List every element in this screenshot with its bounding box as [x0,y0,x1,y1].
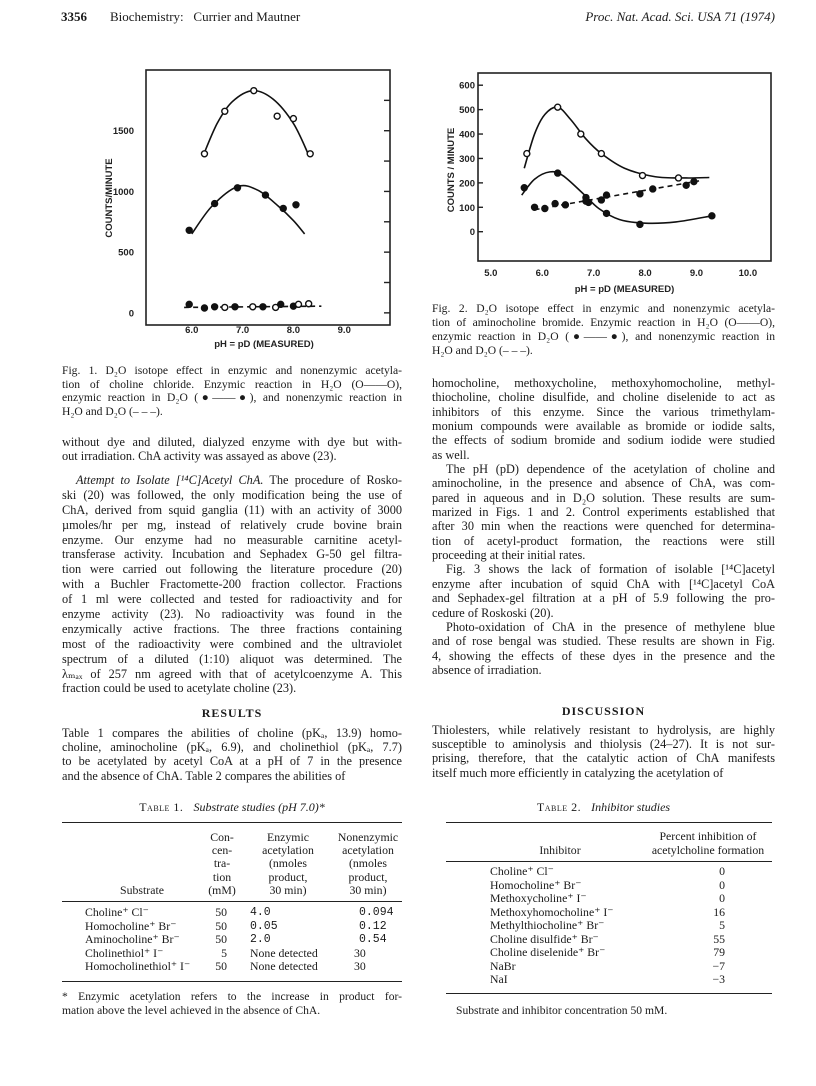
y-tick-label: 0 [128,308,134,320]
cell-substrate: Homocholinethiol⁺ I⁻ [85,959,191,974]
column-header-substrate: Substrate [120,883,164,897]
text-line: marized in Figs. 1 and 2. Control experiments established that [432,505,775,520]
text-line: λₘₐₓ of 257 nm agreed with that of acetylcoenzyme A. This [62,666,402,681]
text-line: spectrum of a diluted (1:10) aliquot was determined. The [62,651,402,666]
text-line: ChA, derived from squid ganglia (11) with an activity of 3000 [62,502,402,517]
text-line: Thiolesters, while relatively resistant to hydrolysis, are highly [432,723,775,737]
cell-concentration: 50 [215,959,227,974]
cell-nonenzymic-acetylation: 0.094 [359,906,394,919]
x-tick-label: 10.0 [738,268,758,279]
text-line: * Enzymic acetylation refers to the increase in product for- [62,990,402,1003]
text-line: and Sephadex-gel filtration at a pH of 5.9 following the pro- [432,591,775,606]
text-line: tion were carried out following the literature procedure (20) [62,562,402,577]
x-tick-label: 9.0 [689,268,704,279]
results-heading: RESULTS [201,706,263,720]
cell-nonenzymic-acetylation: 30 [354,959,366,974]
table-rule [446,861,772,862]
column-header-nonenzymic: acetylation [342,843,394,858]
column-header-percent-inhibition: Percent inhibition of [659,829,757,843]
filled-data-point [603,192,610,199]
text-line: 4, showing the effects of these dyes in the presence and the [432,648,775,663]
text-line: enzymic reaction in D₂O (●——●), and nonenzymic reaction in [62,391,402,405]
paragraph-photo-oxidation [432,620,775,677]
paragraph-discussion [432,723,775,780]
y-tick-label: 200 [459,178,475,190]
filled-data-point [554,170,561,177]
series-fit-curve-1 [524,107,709,178]
text-line: pared in aqueous and in D₂O solution. These results are sum- [432,490,775,505]
column-header-enzymic: (nmoles [268,856,307,871]
table-rule [62,981,402,982]
paragraph-inhibitors [432,376,775,462]
filled-data-point [691,178,698,185]
cell-nonenzymic-acetylation: 0.12 [359,919,387,933]
y-tick-label: 400 [459,129,475,141]
cell-enzymic-acetylation: 0.05 [250,919,278,933]
text-line: thiocholine, choline disulfide, and choline diselenide to act as [432,390,775,405]
table-2-caption [432,800,775,815]
text-line: enzyme after incubation of squid ChA with [¹⁴C]acetyl CoA [432,576,775,591]
cell-concentration: 50 [215,932,227,947]
cell-substrate: Cholinethiol⁺ I⁻ [85,945,164,960]
figure-1-caption [62,364,402,419]
x-tick-label: 6.0 [185,325,199,336]
text-line: tion of acetyl-product formation, the reactions were still [432,533,775,548]
table-rule [446,993,772,994]
paragraph-body [62,488,402,696]
text-line: after 30 min when the reactions were quenched for determina- [432,519,775,534]
text-line: enzymic reaction in D₂O (●——●), and nonenzymic reaction in [432,329,775,343]
table-1-title: Substrate studies (pH 7.0)* [193,800,325,814]
cell-substrate: Choline⁺ Cl⁻ [85,905,149,919]
series-fit-curve-2 [522,172,712,224]
text-line: as well. [432,447,470,462]
cell-inhibitor: Choline disulfide⁺ Br⁻ [490,931,599,946]
x-axis-label: pH = pD (MEASURED) [214,339,314,350]
column-header-enzymic: Enzymic [267,830,309,844]
y-tick-label: 100 [459,202,475,214]
filled-data-point [562,202,569,209]
text-line: H₂O and D₂O (– – –). [62,405,163,419]
paragraph-ph-dependence [432,462,775,562]
cell-inhibitor: Methylthiocholine⁺ Br⁻ [490,918,605,932]
open-data-point [555,104,561,110]
text-line: most of the radioactivity were combined and the ultraviolet [62,636,402,651]
cell-percent-inhibition: 0 [719,891,725,905]
cell-inhibitor: Methoxyhomocholine⁺ I⁻ [490,904,614,919]
cell-inhibitor: NaI [490,972,508,986]
plot-frame [478,73,771,261]
y-tick-label: 500 [118,247,134,259]
open-data-point [675,175,681,181]
cell-nonenzymic-acetylation: 30 [354,945,366,960]
footnote-lines [62,990,402,1017]
text-line: inhibitors of this enzyme. Since the various trimethylam- [432,404,775,419]
cell-percent-inhibition: −7 [712,958,725,973]
cell-percent-inhibition: 0 [719,877,725,892]
x-tick-label: 5.0 [484,268,498,279]
table-1-footnote [62,990,402,1017]
text-line: with a Buchler Fractomette-200 fraction collector. Fractions [62,577,402,592]
x-tick-label: 7.0 [587,268,601,279]
column-header-nonenzymic: product, [348,869,388,884]
text-line: the effects of sodium bromide and sodium iodide were studied [432,433,775,448]
table-2-label: Table 2. [536,800,582,814]
text-line: out irradiation. ChA activity was assayed as above (23). [62,449,337,464]
column-header-concentration: tion [212,869,232,884]
text-line: fraction could be used to acetylate choline (23). [62,681,297,696]
series-fit-curve-3 [535,180,702,209]
y-tick-label: 1000 [112,186,134,198]
cell-inhibitor: Choline⁺ Cl⁻ [490,864,554,878]
text-line: and the absence of ChA. Table 2 compares the abilities of [62,768,346,783]
paragraph-fig3 [432,562,775,619]
column-header-enzymic: product, [268,869,308,884]
text-line: H₂O and D₂O (– – –). [432,343,533,357]
text-line: absence of irradiation. [432,662,542,677]
page-number: 3356 [61,9,87,24]
table-1-caption [62,800,402,815]
column-header-concentration: cen- [211,843,233,858]
text-line: of 1 ml were collected and tested for radioactivity and for [62,592,402,607]
right-column-body [432,376,775,677]
text-line: choline, aminocholine (pKₐ, 6.9), and cholinethiol (pKₐ, 7.7) [62,740,402,755]
text-line [62,473,402,488]
text-line: Fig. 3 shows the lack of formation of isolable [¹⁴C]acetyl [446,562,775,577]
cell-inhibitor: Choline diselenide⁺ Br⁻ [490,945,606,959]
x-tick-label: 9.0 [337,325,351,336]
text-line: enzyme activity (23). No radioactivity was found in the [62,607,402,622]
cell-nonenzymic-acetylation: 0.54 [359,933,387,947]
y-axis-label: COUNTS/MINUTE [104,158,115,238]
open-data-point [639,173,645,179]
x-tick-label: 7.0 [235,325,250,336]
cell-concentration: 50 [215,905,227,919]
column-header-concentration: (mM) [208,882,236,897]
filled-data-point [583,198,590,205]
table-rule [62,901,402,902]
x-tick-label: 8.0 [638,268,652,279]
cell-percent-inhibition: 5 [719,918,725,932]
filled-data-point [637,191,644,198]
cell-inhibitor: Methoxycholine⁺ I⁻ [490,891,587,905]
paragraph-attempt-to-isolate [62,473,402,696]
text-line: cedure of Roskoski (20). [432,605,554,620]
filled-data-point [709,213,716,220]
text-line: ski (20) was followed, the only modification being the use of [62,487,402,502]
text-line: itself much more efficiently in catalyzing the acetylation of [432,765,724,780]
cell-enzymic-acetylation: None detected [250,945,318,960]
y-tick-label: 1500 [112,126,134,138]
cell-percent-inhibition: 79 [713,945,725,959]
cell-percent-inhibition: −3 [712,972,725,986]
text-line: aminocholine, in the presence and absence of ChA, was com- [432,476,775,491]
text-line: proceeding at their initial rates. [432,548,586,563]
figure-2-caption [432,302,775,358]
y-tick-label: 300 [459,153,475,165]
column-header-enzymic: acetylation [262,843,314,858]
section-run-in-heading: Attempt to Isolate [¹⁴C]Acetyl ChA. [76,473,264,487]
cell-concentration: 50 [215,918,227,933]
x-tick-label: 8.0 [286,325,301,336]
text-line: susceptible to aminolysis and thiolysis (24–27). It is not sur- [432,737,775,752]
cell-percent-inhibition: 16 [713,904,725,919]
filled-data-point [637,221,644,228]
table-2-title: Inhibitor studies [591,800,671,814]
cell-inhibitor: Homocholine⁺ Br⁻ [490,877,582,892]
open-data-point [578,131,584,137]
y-tick-label: 500 [459,105,475,117]
open-data-point [598,151,604,157]
table-1-label: Table 1. [139,800,184,814]
text-line: homocholine, methoxycholine, methoxyhomocholine, methyl- [432,376,775,390]
cell-inhibitor: NaBr [490,958,516,973]
filled-data-point [531,204,538,211]
text-line: Photo-oxidation of ChA in the presence of methylene blue [446,619,775,634]
text-line: Table 1 compares the abilities of choline (pKₐ, 13.9) homo- [62,726,402,740]
column-header-enzymic: 30 min) [269,882,307,897]
table-2-note: Substrate and inhibitor concentration 50 mM. [456,1004,668,1017]
text-line: enzymically active fractions. The three fractions containing [62,621,402,636]
x-axis-label: pH = pD (MEASURED) [574,284,675,295]
cell-enzymic-acetylation: 4.0 [250,906,271,919]
text-line: Fig. 1. D₂O isotope effect in enzymic and nonenzymic acetyla- [62,364,402,377]
filled-data-point [598,197,605,204]
text-line: transferase activity. Incubation and Sephadex G-50 gel filtra- [62,547,402,562]
filled-data-point [542,205,549,212]
table-rule [446,822,772,823]
filled-data-point [649,186,656,193]
filled-data-point [603,210,610,217]
cell-percent-inhibition: 0 [719,864,725,878]
column-header-percent-inhibition: acetylcholine formation [651,843,765,857]
x-tick-label: 6.0 [535,268,549,279]
text-line: tion of aminocholine bromide. Enzymic reaction in H₂O (O——O), [432,315,775,329]
column-header-concentration: tra- [213,856,231,871]
filled-data-point [683,182,690,189]
running-title: Biochemistry: Currier and Mautner [110,9,301,24]
cell-substrate: Aminocholine⁺ Br⁻ [85,932,180,947]
y-tick-label: 0 [469,227,475,239]
cell-concentration: 5 [221,945,227,960]
column-header-inhibitor: Inhibitor [539,843,581,857]
cell-percent-inhibition: 55 [713,931,725,946]
text-line: and of rose bengal was studied. These results are shown in Fig. [432,634,775,649]
column-header-nonenzymic: 30 min) [349,882,387,897]
paragraph-dye-controls [62,435,402,464]
column-header-nonenzymic: (nmoles [348,856,387,871]
text-line: monium compounds were available as bromide or iodide salts, [432,419,775,434]
filled-data-point [521,184,528,191]
filled-data-point [552,200,559,207]
table-rule [62,822,402,823]
y-tick-label: 600 [459,80,475,92]
text-line: Fig. 2. D₂O isotope effect in enzymic and nonenzymic acetyla- [432,302,775,315]
text-line: enzyme. Our enzyme had no measurable carnitine acetyl- [62,532,402,547]
text-run: The procedure of Rosko- [269,473,402,487]
paragraph-results [62,726,402,783]
text-line: µmoles/hr per mg, instead of relatively crude bovine brain [62,517,402,532]
cell-enzymic-acetylation: None detected [250,959,318,974]
cell-substrate: Homocholine⁺ Br⁻ [85,918,177,933]
cell-enzymic-acetylation: 2.0 [250,933,271,947]
journal-citation: Proc. Nat. Acad. Sci. USA 71 (1974) [585,9,775,24]
text-line: mation above the level achieved in the absence of ChA. [62,1003,321,1017]
column-header-nonenzymic: Nonenzymic [337,830,399,844]
text-line: without dye and diluted, dialyzed enzyme with dye but with- [62,435,402,449]
text-line: The pH (pD) dependence of the acetylation of choline and [446,462,775,477]
text-line: to be acetylated by acetyl CoA at a pH of 7 in the presence [62,754,402,769]
column-header-concentration: Con- [210,830,234,844]
text-line: prising, therefore, that the catalytic action of ChA manifests [432,751,775,766]
open-data-point [524,151,530,157]
text-line: tion of choline chloride. Enzymic reaction in H₂O (O——O), [62,377,402,391]
discussion-heading: DISCUSSION [561,704,646,718]
y-axis-label: COUNTS / MINUTE [446,127,457,213]
